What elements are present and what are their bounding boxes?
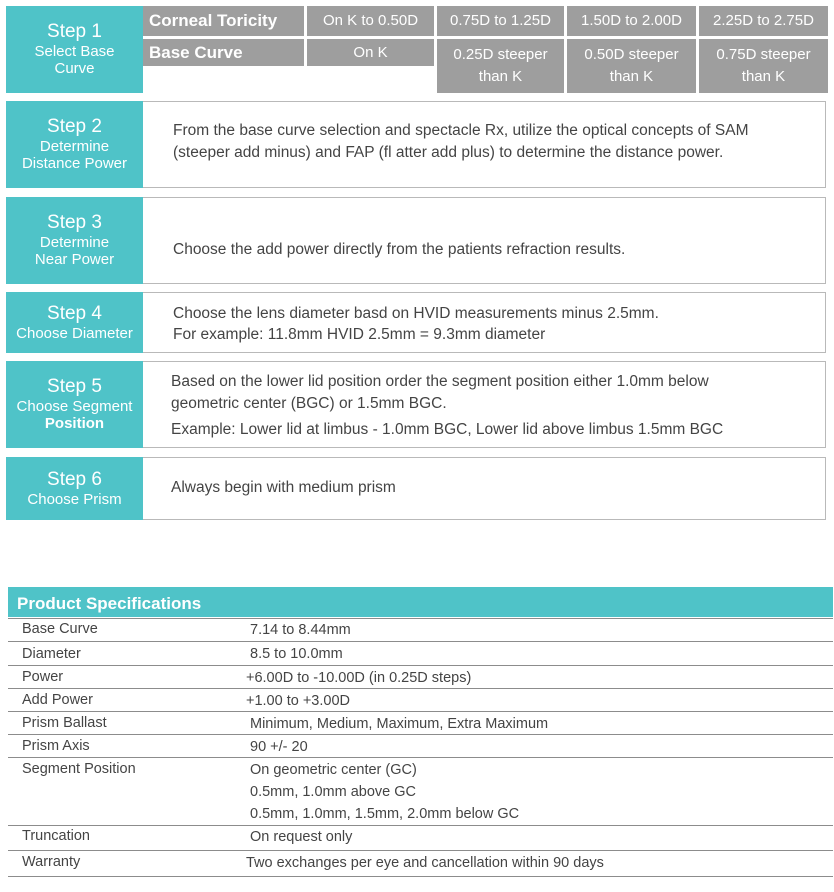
step5-line: Based on the lower lid position order the segment position either 1.0mm below xyxy=(171,373,709,390)
toricity-cell: 2.25D to 2.75D xyxy=(699,6,828,36)
toricity-cell: 0.75D to 1.25D xyxy=(437,6,564,36)
spec-label: Truncation xyxy=(22,828,90,844)
step2-line: From the base curve selection and spectacle Rx, utilize the optical concepts of SAM xyxy=(173,122,749,139)
step5-content xyxy=(143,361,826,448)
spec-label: Add Power xyxy=(22,692,93,708)
toricity-cell: 1.50D to 2.00D xyxy=(567,6,696,36)
base-curve-cell: On K xyxy=(307,39,434,66)
step2-title: Step 2 xyxy=(47,116,102,138)
spec-value: 90 +/- 20 xyxy=(250,739,308,755)
step3-label xyxy=(6,197,143,284)
base-curve-value: 0.50D steeper than K xyxy=(584,46,679,85)
spec-row xyxy=(8,758,833,826)
product-specifications-title: Product Specifications xyxy=(17,594,202,613)
step2-label xyxy=(6,101,143,188)
spec-value: +1.00 to +3.00D xyxy=(246,693,350,709)
step4-subtitle: Choose Diameter xyxy=(16,324,133,342)
step2-content xyxy=(143,101,826,188)
step6-title: Step 6 xyxy=(47,468,102,490)
spec-label: Base Curve xyxy=(22,621,98,637)
spec-value: Two exchanges per eye and cancellation within 90 days xyxy=(246,855,604,871)
step2-subtitle: Determine Distance Power xyxy=(21,138,128,173)
step4-line: For example: 11.8mm HVID 2.5mm = 9.3mm diameter xyxy=(173,326,546,343)
step1-title: Step 1 xyxy=(47,21,102,43)
spec-value: On request only xyxy=(250,829,353,845)
step5-line: geometric center (BGC) or 1.5mm BGC. xyxy=(171,395,447,412)
spec-value: Minimum, Medium, Maximum, Extra Maximum xyxy=(250,716,549,732)
step4-title: Step 4 xyxy=(47,302,102,324)
step4-line: Choose the lens diameter basd on HVID measurements minus 2.5mm. xyxy=(173,305,659,322)
step3-subtitle: Determine Near Power xyxy=(34,234,115,269)
step2-line: (steeper add minus) and FAP (fl atter add plus) to determine the distance power. xyxy=(173,144,724,161)
base-curve-cell xyxy=(699,39,828,93)
product-specifications-header xyxy=(8,587,833,617)
step6-subtitle: Choose Prism xyxy=(27,490,122,508)
spec-row xyxy=(8,712,833,735)
spec-value: 0.5mm, 1.0mm above GC xyxy=(250,784,416,800)
spec-row xyxy=(8,851,833,877)
step6-label xyxy=(6,457,143,520)
step3-line: Choose the add power directly from the patients refraction results. xyxy=(173,241,626,258)
toricity-row-header: Corneal Toricity xyxy=(143,6,304,36)
step3-content xyxy=(143,197,826,284)
step5-line: Example: Lower lid at limbus - 1.0mm BGC, Lower lid above limbus 1.5mm BGC xyxy=(171,421,724,438)
spec-row xyxy=(8,618,833,642)
spec-row xyxy=(8,642,833,666)
spec-label: Prism Ballast xyxy=(22,715,107,731)
base-curve-value: 0.75D steeper than K xyxy=(716,46,811,85)
spec-label: Warranty xyxy=(22,854,81,870)
step5-label xyxy=(6,361,143,448)
spec-value: 7.14 to 8.44mm xyxy=(250,622,351,638)
spec-label: Segment Position xyxy=(22,761,136,777)
step4-label xyxy=(6,292,143,353)
spec-label: Diameter xyxy=(22,646,81,662)
step1-label xyxy=(6,6,143,93)
spec-row xyxy=(8,735,833,758)
spec-row xyxy=(8,826,833,851)
step6-content xyxy=(143,457,826,520)
spec-row xyxy=(8,666,833,689)
spec-value: On geometric center (GC) xyxy=(250,762,417,778)
spec-label: Prism Axis xyxy=(22,738,90,754)
step1-subtitle: Select Base Curve xyxy=(34,43,115,78)
spec-row xyxy=(8,689,833,712)
toricity-cell: On K to 0.50D xyxy=(307,6,434,36)
step3-title: Step 3 xyxy=(47,212,102,234)
step5-title: Step 5 xyxy=(47,376,102,398)
step5-subtitle-2: Position xyxy=(44,415,105,433)
step4-content xyxy=(143,292,826,353)
step5-subtitle: Choose Segment xyxy=(16,398,133,416)
base-curve-row-header: Base Curve xyxy=(143,39,304,66)
base-curve-value: 0.25D steeper than K xyxy=(453,46,548,85)
spec-label: Power xyxy=(22,669,64,685)
base-curve-cell xyxy=(437,39,564,93)
spec-value: +6.00D to -10.00D (in 0.25D steps) xyxy=(246,670,472,686)
spec-value: 8.5 to 10.0mm xyxy=(250,646,343,662)
step6-line: Always begin with medium prism xyxy=(171,479,396,496)
base-curve-cell xyxy=(567,39,696,93)
spec-value: 0.5mm, 1.0mm, 1.5mm, 2.0mm below GC xyxy=(250,806,520,822)
